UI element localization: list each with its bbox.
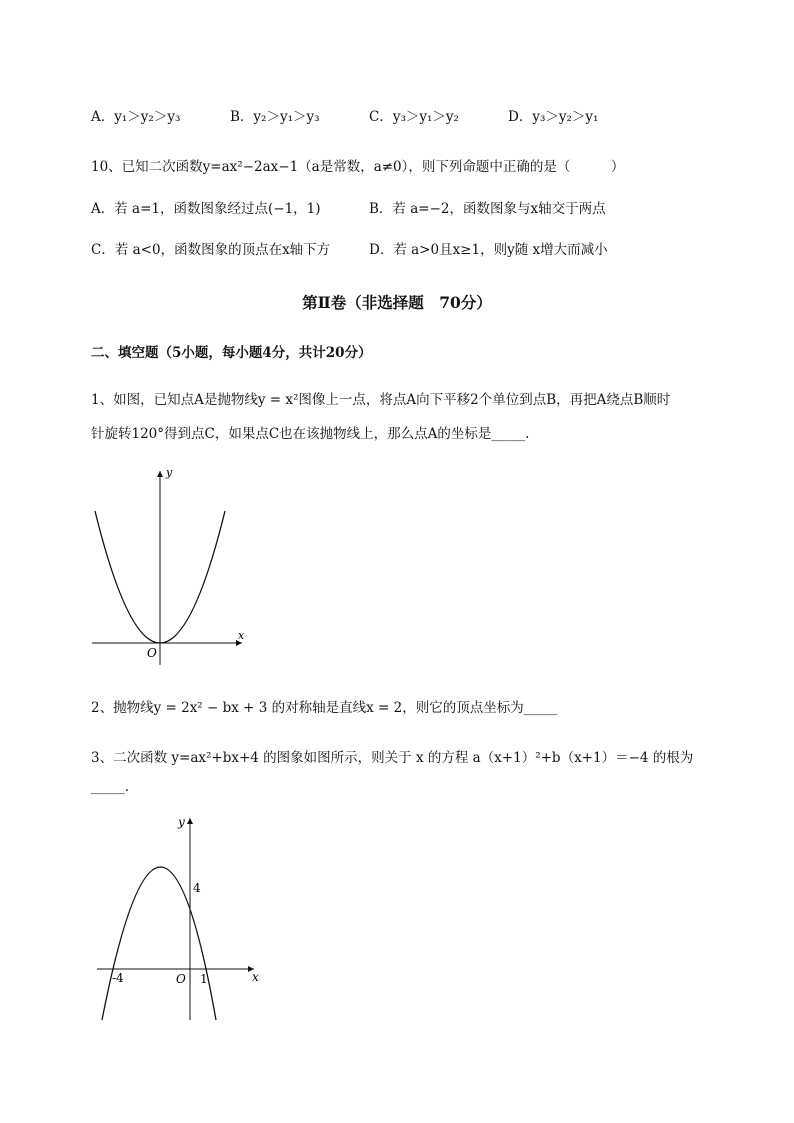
fill-q1-line1: 1、如图，已知点A是抛物线y = x²图像上一点，将点A向下平移2个单位到点B，再把A绕点B顺时 [91,392,671,408]
fill-q2-text: 2、抛物线y = 2x² − bx + 3 的对称轴是直线x = 2，则它的顶点坐标为_____ [91,700,558,716]
root-label-neg4: -4 [112,971,124,985]
parabola-figure-2 [92,812,267,1024]
q9-option-a: A．y₁＞y₂＞y₃ [91,109,181,125]
subsection-title: 二、填空题（5小题，每小题4分，共计20分） [91,345,372,361]
y-axis-label: y [178,815,185,829]
x-axis-label: x [238,629,245,642]
q9-option-b: B．y₂＞y₁＞y₃ [230,109,320,125]
q10-option-b: B．若 a=−2，函数图象与x轴交于两点 [369,201,606,217]
q9-option-d: D．y₃＞y₂＞y₁ [508,109,599,125]
q10-option-c: C．若 a<0，函数图象的顶点在x轴下方 [91,242,331,258]
q9-option-c: C．y₃＞y₁＞y₂ [369,109,459,125]
origin-label: O [176,972,186,986]
y-intercept-label: 4 [193,881,201,895]
parabola-figure-1 [88,463,258,668]
fill-q1-line2: 针旋转120°得到点C，如果点C也在该抛物线上，那么点A的坐标是_____. [91,426,530,442]
root-label-1: 1 [200,972,208,986]
x-axis-label: x [252,970,259,984]
origin-label: O [147,646,157,660]
fill-q3-line2: _____. [91,779,130,795]
fill-q3-line1: 3、二次函数 y=ax²+bx+4 的图象如图所示，则关于 x 的方程 a（x+1）²+b（x+1）＝−4 的根为 [91,750,694,766]
section-title: 第Ⅱ卷（非选择题 70分） [302,293,492,312]
q10-option-d: D．若 a>0且x≥1，则y随 x增大而减小 [369,242,608,258]
q10-stem: 10、已知二次函数y=ax²−2ax−1（a是常数，a≠0），则下列命题中正确的是（ ） [91,159,625,175]
q10-option-a: A．若 a=1，函数图象经过点(−1，1) [91,201,321,217]
y-axis-label: y [166,466,173,479]
